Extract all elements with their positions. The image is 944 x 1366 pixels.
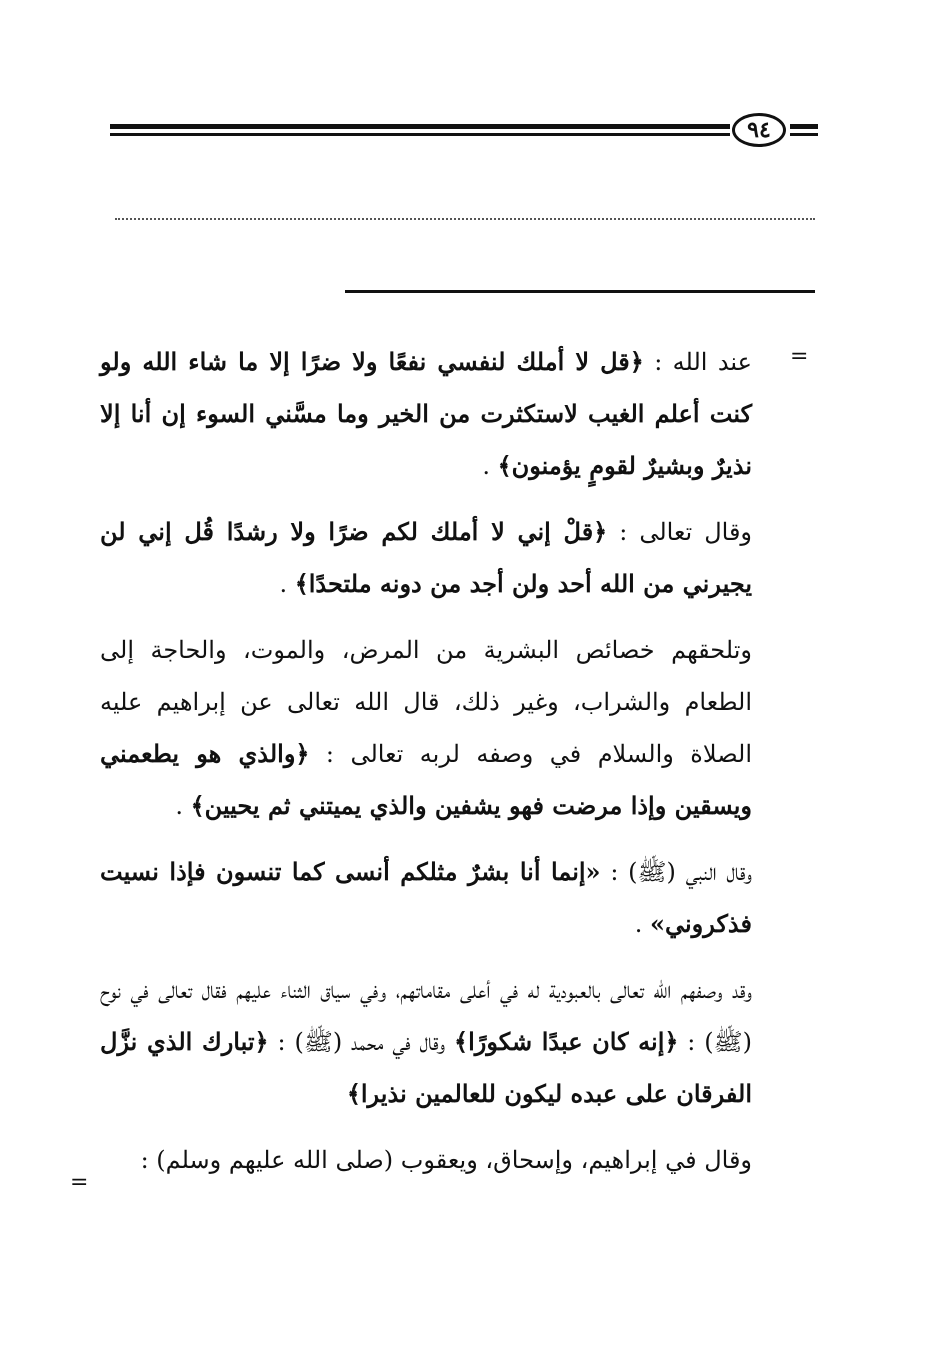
- quran-quote: ﴿والذي هو يطعمني ويسقين وإذا مرضت فهو يشفين والذي يميتني ثم يحيين﴾: [100, 739, 752, 820]
- paragraph-end: .: [482, 452, 498, 480]
- paragraph-end: .: [634, 910, 650, 938]
- header-rule: [110, 124, 730, 129]
- end-continuation-mark: =: [70, 1170, 89, 1195]
- paragraph-text: وتلحقهم خصائص البشرية من المرض، والموت، والحاجة إلى الطعام والشراب، وغير ذلك، قال الله تعالى عن إبراهيم عليه الصلاة والسلام في وصفه لربه تعالى :: [100, 636, 752, 768]
- body-text: [100, 336, 752, 1200]
- dotted-separator: [115, 218, 815, 220]
- header-rule: [110, 133, 730, 136]
- header-rule: [790, 124, 818, 129]
- paragraph: [100, 1134, 752, 1186]
- paragraph: [100, 624, 752, 832]
- paragraph-end: .: [175, 792, 191, 820]
- paragraph-text: وقال في محمد (ﷺ) :: [268, 1028, 455, 1056]
- paragraph-text: عند الله :: [643, 348, 752, 376]
- paragraph: [100, 846, 752, 950]
- paragraph-text: وقال تعالى :: [607, 518, 752, 546]
- paragraph: [100, 964, 752, 1120]
- quran-quote: ﴿قلْ إني لا أملك لكم ضرًا ولا رشدًا قُل إني لن يجيرني من الله أحد ولن أجد من دونه ملتحدًا﴾: [100, 517, 752, 598]
- hadith-quote: «إنما أنا بشرٌ مثلكم أنسى كما تنسون فإذا نسيت فذكروني»: [100, 857, 752, 938]
- continuation-mark: =: [790, 344, 809, 369]
- paragraph-end: .: [279, 570, 295, 598]
- paragraph: [100, 506, 752, 610]
- paragraph-text: وقال في إبراهيم، وإسحاق، ويعقوب (صلى الله عليهم وسلم) :: [140, 1146, 752, 1174]
- quran-quote: ﴿إنه كان عبدًا شكورًا﴾: [454, 1027, 679, 1056]
- quran-quote: ﴿تبارك الذي نزَّل الفرقان على عبده ليكون للعالمين نذيرا﴾: [100, 1027, 752, 1108]
- paragraph-text: وقال النبي (ﷺ) :: [600, 858, 752, 886]
- quran-quote: ﴿قل لا أملك لنفسي نفعًا ولا ضرًا إلا ما شاء الله ولو كنت أعلم الغيب لاستكثرت من الخير وما مسَّني السوء إن أنا إلا نذيرٌ وبشيرٌ لقومٍ يؤمنون﴾: [100, 347, 752, 480]
- header-rule: [790, 133, 818, 136]
- page-number: ٩٤: [732, 113, 786, 147]
- footnote-rule: [345, 290, 815, 293]
- paragraph: [100, 336, 752, 492]
- paragraph-text: وقد وصفهم الله تعالى بالعبودية له في أعلى مقاماتهم، وفي سياق الثناء عليهم فقال تعالى في نوح (ﷺ) :: [100, 976, 752, 1056]
